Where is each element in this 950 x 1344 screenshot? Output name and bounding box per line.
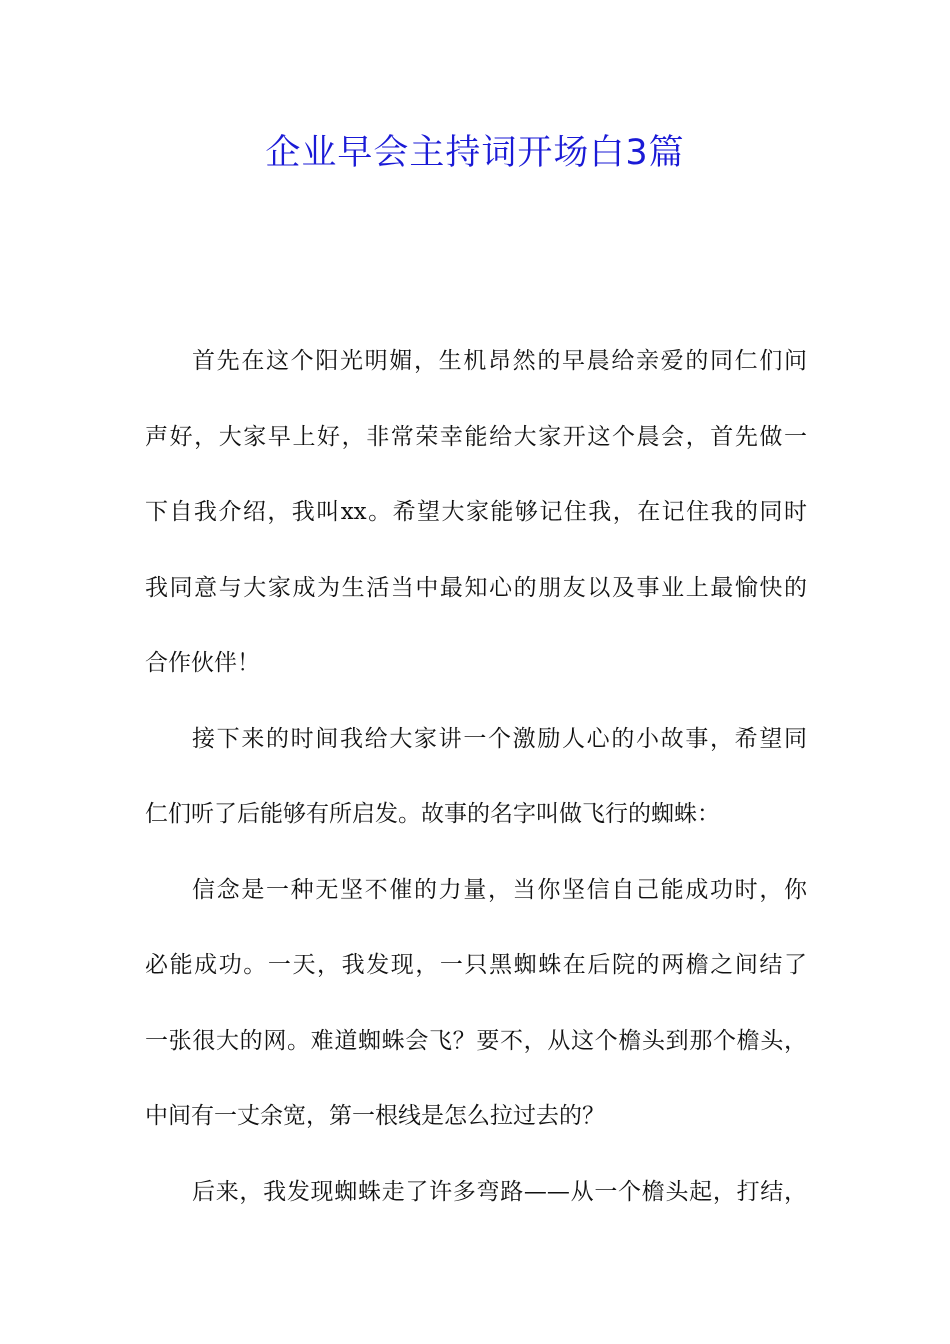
body-line: 接下来的时间我给大家讲一个激励人心的小故事，希望同 [192,725,807,752]
body-line: 必能成功。一天，我发现，一只黑蜘蛛在后院的两檐之间结了 [145,952,807,978]
body-line: 下自我介绍，我叫xx。希望大家能够记住我，在记住我的同时 [145,499,807,525]
body-line: 我同意与大家成为生活当中最知心的朋友以及事业上最愉快的 [145,574,807,601]
body-line: 中间有一丈余宽，第一根线是怎么拉过去的？ [145,1103,605,1129]
body-line: 首先在这个阳光明媚，生机昂然的早晨给亲爱的同仁们问 [192,348,807,374]
body-line: 仁们听了后能够有所启发。故事的名字叫做飞行的蜘蛛： [145,801,720,827]
document-body [145,336,807,1242]
document-title: 企业早会主持词开场白3篇 [265,133,685,173]
body-line: 合作伙伴！ [145,650,260,676]
body-line: 信念是一种无坚不催的力量，当你坚信自己能成功时，你 [192,876,807,903]
body-line: 声好，大家早上好，非常荣幸能给大家开这个晨会，首先做一 [145,423,807,450]
body-line: 一张很大的网。难道蜘蛛会飞？要不，从这个檐头到那个檐头， [145,1027,807,1054]
body-line: 后来，我发现蜘蛛走了许多弯路——从一个檐头起，打结， [192,1178,807,1205]
